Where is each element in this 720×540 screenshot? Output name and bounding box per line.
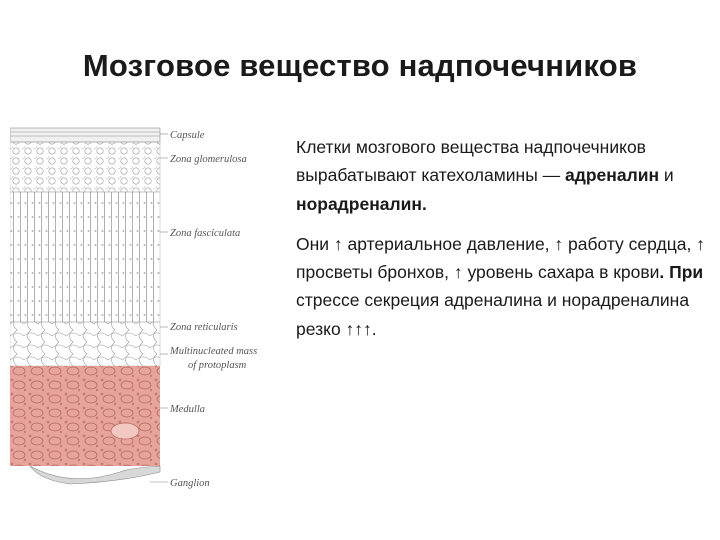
label-medulla: Medulla bbox=[170, 404, 205, 415]
zona-reticularis-layer bbox=[10, 322, 160, 366]
adrenal-histology-illustration bbox=[10, 126, 300, 496]
label-capsule: Capsule bbox=[170, 130, 205, 141]
label-zona-glomerulosa: Zona glomerulosa bbox=[170, 154, 247, 165]
paragraph-hormones bbox=[296, 133, 706, 218]
noradrenaline-term: норадреналин. bbox=[296, 193, 427, 214]
body-text bbox=[296, 133, 706, 355]
label-ganglion: Ganglion bbox=[170, 478, 210, 489]
zona-fasciculata-layer bbox=[10, 192, 160, 322]
slide-title: Мозговое вещество надпочечников bbox=[82, 48, 638, 83]
p1-text: Клетки мозгового вещества надпочечников вырабатывают катехоламины — bbox=[296, 137, 646, 186]
label-of-protoplasm: of protoplasm bbox=[188, 360, 247, 371]
capsule-layer bbox=[10, 128, 160, 142]
label-zona-fasciculata: Zona fasciculata bbox=[170, 228, 241, 239]
p2-bold-punct: . При bbox=[659, 262, 704, 283]
adrenaline-term: адреналин bbox=[565, 165, 660, 186]
paragraph-effects bbox=[296, 230, 706, 343]
zona-glomerulosa-layer bbox=[10, 142, 160, 192]
label-zona-reticularis: Zona reticularis bbox=[170, 322, 238, 333]
label-multinucleated-mass: Multinucleated mass bbox=[170, 346, 258, 357]
ganglion-shape bbox=[30, 466, 160, 484]
p2-text: Они ↑ артериальное давление, ↑ работу сердца, ↑ просветы бронхов, ↑ уровень сахара в крови bbox=[296, 233, 705, 283]
p2-text-end: стрессе секреция адреналина и норадреналина резко ↑↑↑. bbox=[296, 290, 690, 339]
p1-connector: и bbox=[659, 165, 674, 186]
